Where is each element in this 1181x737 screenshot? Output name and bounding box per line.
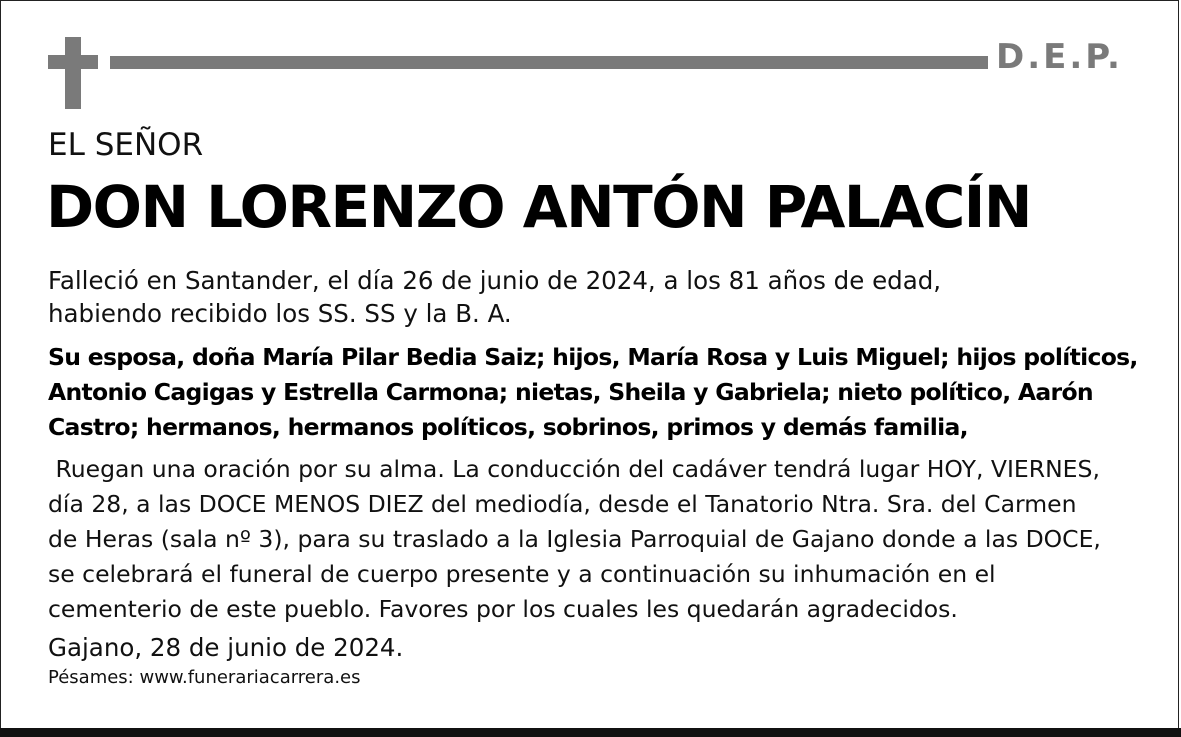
funeral-details-line: cementerio de este pueblo. Favores por los cuales les quedarán agradecidos. — [48, 595, 958, 623]
funeral-details-line: día 28, a las DOCE MENOS DIEZ del mediodía, desde el Tanatorio Ntra. Sra. del Carmen — [48, 490, 1077, 518]
family-line: Castro; hermanos, hermanos políticos, sobrinos, primos y demás familia, — [48, 413, 968, 441]
funeral-details-line: se celebrará el funeral de cuerpo presente y a continuación su inhumación en el — [48, 560, 996, 588]
death-notice-line: Falleció en Santander, el día 26 de junio de 2024, a los 81 años de edad, — [48, 266, 942, 295]
family-list — [48, 340, 1148, 445]
family-line: Antonio Cagigas y Estrella Carmona; nietas, Sheila y Gabriela; nieto político, Aarón — [48, 378, 1093, 406]
condolences-link: Pésames: www.funerariacarrera.es — [48, 667, 361, 688]
death-notice-line: habiendo recibido los SS. SS y la B. A. — [48, 299, 512, 328]
family-line: Su esposa, doña María Pilar Bedia Saiz; hijos, María Rosa y Luis Miguel; hijos políticos, — [48, 343, 1138, 371]
deceased-name: DON LORENZO ANTÓN PALACÍN — [46, 173, 1031, 241]
funeral-details — [48, 452, 1158, 627]
cross-icon — [48, 37, 98, 109]
header-rule — [110, 56, 988, 69]
title-prefix: EL SEÑOR — [48, 127, 204, 163]
funeral-details-line: de Heras (sala nº 3), para su traslado a la Iglesia Parroquial de Gajano donde a las DOCE, — [48, 525, 1101, 553]
funeral-details-line: Ruegan una oración por su alma. La conducción del cadáver tendrá lugar HOY, VIERNES, — [48, 455, 1100, 483]
place-date: Gajano, 28 de junio de 2024. — [48, 633, 404, 662]
bottom-rule — [0, 728, 1181, 737]
death-notice — [48, 264, 1148, 330]
dep-label: D.E.P. — [996, 37, 1123, 77]
